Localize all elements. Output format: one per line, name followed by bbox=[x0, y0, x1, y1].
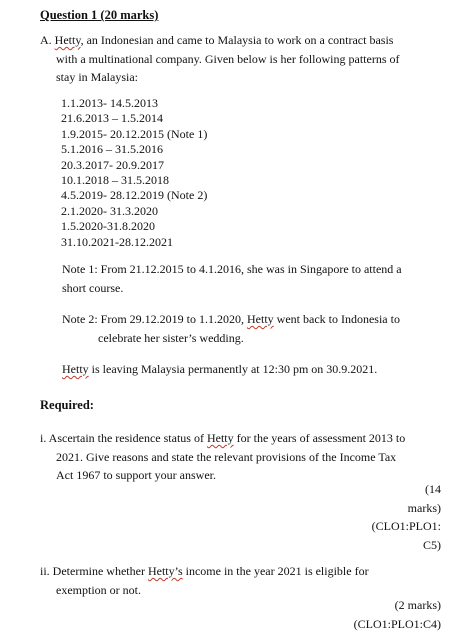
paragraph-a-line3: stay in Malaysia: bbox=[56, 70, 138, 84]
question-i-line1 bbox=[40, 429, 405, 448]
question-i-line3: Act 1967 to support your answer. bbox=[56, 468, 216, 482]
date-item: 31.10.2021-28.12.2021 bbox=[61, 234, 173, 249]
clo-line: (CLO1:PLO1:C4) bbox=[353, 616, 441, 631]
paragraph-a-line2: with a multinational company. Given below is her following patterns of bbox=[56, 51, 400, 66]
note-2-post: went back to Indonesia to bbox=[273, 312, 400, 326]
note-2-pre: Note 2: From 29.12.2019 to 1.1.2020, bbox=[62, 312, 247, 326]
note-1 bbox=[62, 260, 402, 297]
question-ii-post: income in the year 2021 is eligible for bbox=[182, 564, 369, 578]
paragraph-a-line1 bbox=[40, 31, 399, 50]
question-ii bbox=[40, 562, 369, 599]
question-i-line2: 2021. Give reasons and state the relevant provisions of the Income Tax bbox=[56, 449, 397, 464]
note-2 bbox=[62, 310, 400, 347]
note-1-line2: short course. bbox=[62, 280, 124, 295]
question-i-marks bbox=[372, 480, 441, 554]
date-item: 20.3.2017- 20.9.2017 bbox=[61, 157, 164, 172]
question-ii-marks bbox=[354, 596, 441, 633]
name-hetty: Hetty bbox=[206, 431, 234, 445]
question-ii-line1 bbox=[40, 562, 369, 581]
name-hetty: Hetty’s bbox=[147, 564, 183, 578]
name-hetty: Hetty bbox=[247, 312, 274, 326]
date-item: 2.1.2020- 31.3.2020 bbox=[61, 203, 158, 218]
date-item: 1.9.2015- 20.12.2015 (Note 1) bbox=[61, 126, 208, 141]
name-hetty: Hetty bbox=[62, 362, 89, 376]
note-2-line1 bbox=[62, 310, 400, 329]
question-ii-pre: ii. Determine whether bbox=[40, 564, 148, 578]
marks-line: (2 marks) bbox=[394, 598, 441, 612]
date-item: 21.6.2013 – 1.5.2014 bbox=[61, 111, 163, 126]
date-item: 4.5.2019- 28.12.2019 (Note 2) bbox=[61, 188, 208, 203]
paragraph-a-line1-rest: , an Indonesian and came to Malaysia to work on a contract basis bbox=[80, 33, 394, 47]
question-heading: Question 1 (20 marks) bbox=[40, 8, 159, 22]
leaving-rest: is leaving Malaysia permanently at 12:30 pm on 30.9.2021. bbox=[88, 362, 378, 376]
paragraph-a bbox=[40, 31, 399, 87]
required-heading: Required: bbox=[40, 398, 94, 412]
note-2-line2: celebrate her sister’s wedding. bbox=[98, 330, 244, 345]
date-item: 5.1.2016 – 31.5.2016 bbox=[61, 142, 163, 157]
question-ii-line2: exemption or not. bbox=[56, 582, 141, 597]
stay-dates-list bbox=[61, 96, 207, 250]
clo-line: C5) bbox=[423, 537, 441, 552]
note-1-line1: Note 1: From 21.12.2015 to 4.1.2016, she was in Singapore to attend a bbox=[62, 262, 402, 276]
question-i bbox=[40, 429, 405, 485]
question-i-pre: i. Ascertain the residence status of bbox=[40, 431, 207, 445]
question-i-post: for the years of assessment 2013 to bbox=[233, 431, 406, 445]
name-hetty: Hetty bbox=[54, 33, 81, 47]
date-item: 1.5.2020-31.8.2020 bbox=[61, 219, 155, 234]
clo-line: (CLO1:PLO1: bbox=[371, 519, 441, 533]
paragraph-a-prefix: A. bbox=[40, 33, 55, 47]
marks-line: (14 bbox=[425, 482, 441, 496]
date-item: 1.1.2013- 14.5.2013 bbox=[61, 96, 158, 110]
date-item: 10.1.2018 – 31.5.2018 bbox=[61, 173, 169, 188]
leaving-statement bbox=[62, 360, 377, 379]
marks-line: marks) bbox=[407, 500, 441, 515]
